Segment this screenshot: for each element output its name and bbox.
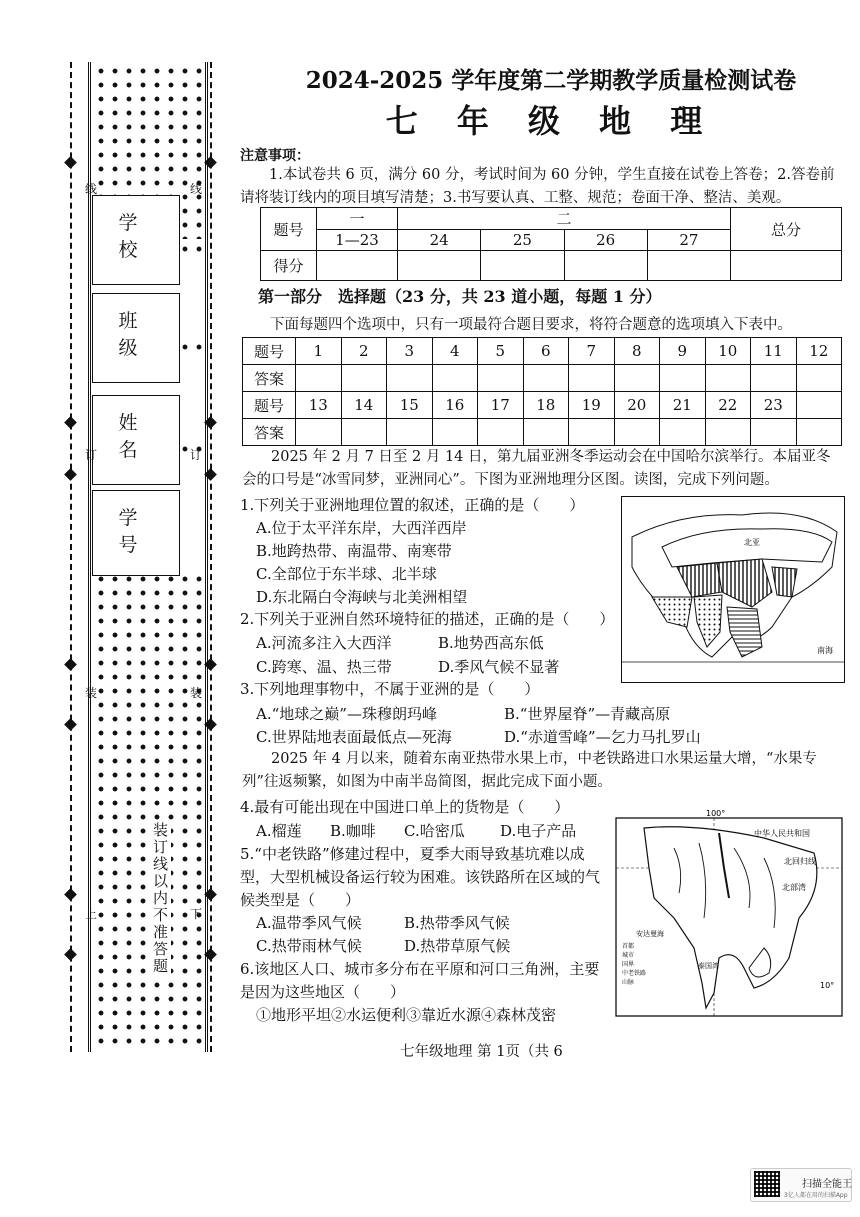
score-label: 得分	[261, 251, 317, 281]
legend-border: 国界	[622, 961, 635, 968]
question-number-cell: 20	[614, 392, 660, 419]
question-number-cell	[796, 392, 842, 419]
question-number-cell: 9	[660, 338, 706, 365]
question-5-stem: 5.“中老铁路”修建过程中，夏季大雨导致基坑难以成型，大型机械设备运行较为困难。该铁路所在区域的气候类型是（ ）	[240, 845, 601, 909]
score-col: 25	[481, 230, 564, 251]
binding-dash-line-left	[70, 62, 72, 1052]
map2-label-china: 中华人民共和国	[754, 829, 810, 838]
question-number-cell: 10	[705, 338, 751, 365]
answer-cell[interactable]	[796, 419, 842, 446]
score-part2: 二	[398, 208, 731, 230]
answer-label: 答案	[243, 365, 296, 392]
score-col: 27	[647, 230, 730, 251]
question-number-cell: 11	[751, 338, 797, 365]
answer-cell[interactable]	[660, 365, 706, 392]
q6-options[interactable]: ①地形平坦②水运便利③靠近水源④森林茂密	[256, 1006, 557, 1024]
q1-option-c[interactable]: C.全部位于东半球、北半球	[256, 565, 437, 583]
answer-cell[interactable]	[569, 419, 615, 446]
question-number-cell: 5	[478, 338, 524, 365]
map2-label-gulf: 北部湾	[782, 883, 806, 892]
section1-title: 第一部分 选择题（23 分，共 23 道小题，每题 1 分）	[258, 287, 662, 306]
binding-dash-line-right	[210, 62, 212, 1052]
side-mark-ding-right: 订	[190, 448, 203, 462]
side-mark-zhuang: 装	[85, 686, 98, 700]
star-pattern-bottom	[94, 572, 202, 1048]
question-1-stem: 1.下列关于亚洲地理位置的叙述，正确的是（ ）	[240, 496, 585, 514]
question-number-cell: 4	[432, 338, 478, 365]
side-mark-up: 上	[85, 907, 98, 921]
q3-option-c[interactable]: C.世界陆地表面最低点—死海	[256, 728, 452, 746]
answer-cell[interactable]	[705, 365, 751, 392]
q2-option-d[interactable]: D.季风气候不显著	[438, 658, 560, 676]
map2-label-andaman: 安达曼海	[636, 930, 664, 938]
legend-capital: 首都	[622, 943, 635, 950]
answer-cell[interactable]	[614, 419, 660, 446]
answer-cell[interactable]	[432, 419, 478, 446]
question-number-cell: 23	[751, 392, 797, 419]
map1-label-north: 北亚	[744, 538, 760, 547]
passage-1: 2025 年 2 月 7 日至 2 月 14 日，第九届亚洲冬季运动会在中国哈尔滨举行。本届亚冬会的口号是“冰雪同梦，亚洲同心”。下图为亚洲地理分区图。读图，完成下列问题。	[242, 449, 831, 488]
q5-option-a[interactable]: A.温带季风气候	[256, 914, 362, 932]
answer-cell[interactable]	[341, 365, 387, 392]
q5-option-d[interactable]: D.热带草原气候	[404, 937, 511, 955]
legend-railway: 中老铁路	[622, 970, 647, 977]
q5-option-b[interactable]: B.热带季风气候	[404, 914, 510, 932]
answer-cell[interactable]	[296, 419, 342, 446]
answer-num-label: 题号	[243, 392, 296, 419]
indochina-map-svg	[614, 808, 844, 1018]
question-2-stem: 2.下列关于亚洲自然环境特征的描述，正确的是（ ）	[240, 610, 615, 628]
score-col: 26	[564, 230, 647, 251]
passage-2: 2025 年 4 月以来，随着东南亚热带水果上市，中老铁路进口水果运量大增，“水果专列”往返频繁，如图为中南半岛简图，据此完成下面小题。	[242, 751, 817, 790]
map2-longitude: 100°	[706, 809, 726, 818]
diamond-mark	[64, 156, 77, 169]
score-cell[interactable]	[317, 251, 398, 281]
legend-mountain: 山脉	[622, 979, 635, 986]
answer-cell[interactable]	[796, 365, 842, 392]
answer-label: 答案	[243, 419, 296, 446]
answer-cell[interactable]	[660, 419, 706, 446]
q4-option-a[interactable]: A.榴莲	[256, 822, 302, 840]
score-cell[interactable]	[564, 251, 647, 281]
asia-regions-map	[621, 496, 845, 683]
question-3-stem: 3.下列地理事物中，不属于亚洲的是（ ）	[240, 680, 540, 698]
answer-cell[interactable]	[569, 365, 615, 392]
question-number-cell: 7	[569, 338, 615, 365]
side-mark-xian-right: 线	[190, 182, 203, 196]
answer-cell[interactable]	[341, 419, 387, 446]
score-cell[interactable]	[647, 251, 730, 281]
question-number-cell: 21	[660, 392, 706, 419]
q3-option-b[interactable]: B.“世界屋脊”—青藏高原	[504, 705, 671, 723]
question-number-cell: 15	[387, 392, 433, 419]
q5-option-c[interactable]: C.热带雨林气候	[256, 937, 362, 955]
side-mark-ding: 订	[85, 448, 98, 462]
binding-warning: 装订线以内不准答题	[151, 822, 169, 975]
page-footer: 七年级地理 第 1页（共 6	[400, 1044, 563, 1060]
question-number-cell: 16	[432, 392, 478, 419]
student-id-field[interactable]	[92, 490, 180, 576]
score-table	[260, 207, 842, 281]
answer-cell[interactable]	[751, 365, 797, 392]
question-number-cell: 1	[296, 338, 342, 365]
q2-option-c[interactable]: C.跨寒、温、热三带	[256, 658, 392, 676]
answer-cell[interactable]	[387, 419, 433, 446]
q1-option-a[interactable]: A.位于太平洋东岸，大西洋西岸	[256, 519, 467, 537]
q4-option-d[interactable]: D.电子产品	[500, 822, 577, 840]
side-mark-zhuang-right: 装	[190, 686, 203, 700]
scanner-badge-text: 扫描全能王	[802, 1179, 852, 1190]
q4-option-b[interactable]: B.咖啡	[330, 822, 376, 840]
notice-text: 1.本试卷共 6 页，满分 60 分，考试时间为 60 分钟，学生直接在试卷上答卷；2.答卷前请将装订线内的项目填写清楚；3.书写要认真、工整、规范；卷面干净、整洁、美观。	[240, 167, 835, 206]
answer-cell[interactable]	[523, 419, 569, 446]
question-number-cell: 8	[614, 338, 660, 365]
map2-latitude: 10°	[820, 981, 835, 990]
question-number-cell: 13	[296, 392, 342, 419]
answer-cell[interactable]	[751, 419, 797, 446]
score-cell[interactable]	[481, 251, 564, 281]
answer-cell[interactable]	[614, 365, 660, 392]
question-number-cell: 17	[478, 392, 524, 419]
score-total-label: 总分	[731, 208, 842, 251]
answer-cell[interactable]	[387, 365, 433, 392]
answer-cell[interactable]	[478, 419, 524, 446]
q3-option-a[interactable]: A.“地球之巅”—珠穆朗玛峰	[256, 705, 437, 723]
exam-title: 2024-2025 学年度第二学期教学质量检测试卷	[305, 67, 797, 94]
score-col: 24	[398, 230, 481, 251]
score-col: 1—23	[317, 230, 398, 251]
question-number-cell: 2	[341, 338, 387, 365]
q3-option-d[interactable]: D.“赤道雪峰”—乞力马扎罗山	[504, 728, 701, 746]
answer-table	[242, 337, 842, 446]
subject-title: 七 年 级 地 理	[385, 102, 717, 140]
q1-option-b[interactable]: B.地跨热带、南温带、南寒带	[256, 542, 452, 560]
score-part1: 一	[317, 208, 398, 230]
school-field[interactable]	[92, 195, 180, 285]
scanner-badge-sub: 3亿人都在用的扫描App	[784, 1192, 848, 1199]
q2-option-b[interactable]: B.地势西高东低	[438, 634, 544, 652]
map1-label-sea: 南海	[817, 646, 833, 655]
name-label: 姓 名	[118, 412, 154, 461]
score-total-cell[interactable]	[731, 251, 842, 281]
question-number-cell: 22	[705, 392, 751, 419]
map2-label-tropic: 北回归线	[784, 857, 816, 866]
class-field[interactable]	[92, 293, 180, 383]
question-number-cell: 14	[341, 392, 387, 419]
q1-option-d[interactable]: D.东北隔白令海峡与北美洲相望	[256, 588, 468, 606]
question-number-cell: 3	[387, 338, 433, 365]
question-number-cell: 18	[523, 392, 569, 419]
asia-map-svg	[622, 497, 844, 682]
name-field[interactable]	[92, 395, 180, 485]
side-mark-xian: 线	[85, 182, 98, 196]
q4-option-c[interactable]: C.哈密瓜	[404, 822, 465, 840]
map2-label-thai: 泰国湾	[698, 962, 719, 970]
answer-cell[interactable]	[523, 365, 569, 392]
side-mark-down: 下	[190, 907, 203, 921]
student-id-label: 学 号	[118, 507, 154, 556]
qr-code-icon	[754, 1171, 780, 1197]
question-number-cell: 6	[523, 338, 569, 365]
answer-cell[interactable]	[478, 365, 524, 392]
score-row-label: 题号	[261, 208, 317, 251]
question-number-cell: 19	[569, 392, 615, 419]
question-6-stem: 6.该地区人口、城市多分布在平原和河口三角洲，主要是因为这些地区（ ）	[240, 960, 600, 1001]
section1-instruction: 下面每题四个选项中，只有一项最符合题目要求，将符合题意的选项填入下表中。	[270, 317, 792, 333]
question-number-cell: 12	[796, 338, 842, 365]
legend-city: 城市	[622, 952, 635, 959]
answer-cell[interactable]	[432, 365, 478, 392]
answer-cell[interactable]	[296, 365, 342, 392]
score-cell[interactable]	[398, 251, 481, 281]
indochina-map	[614, 808, 844, 1018]
class-label: 班 级	[118, 310, 154, 359]
answer-cell[interactable]	[705, 419, 751, 446]
notice-heading: 注意事项：	[240, 148, 310, 164]
answer-num-label: 题号	[243, 338, 296, 365]
school-label: 学 校	[118, 212, 154, 261]
question-4-stem: 4.最有可能出现在中国进口单上的货物是（ ）	[240, 798, 570, 816]
q2-option-a[interactable]: A.河流多注入大西洋	[256, 634, 392, 652]
